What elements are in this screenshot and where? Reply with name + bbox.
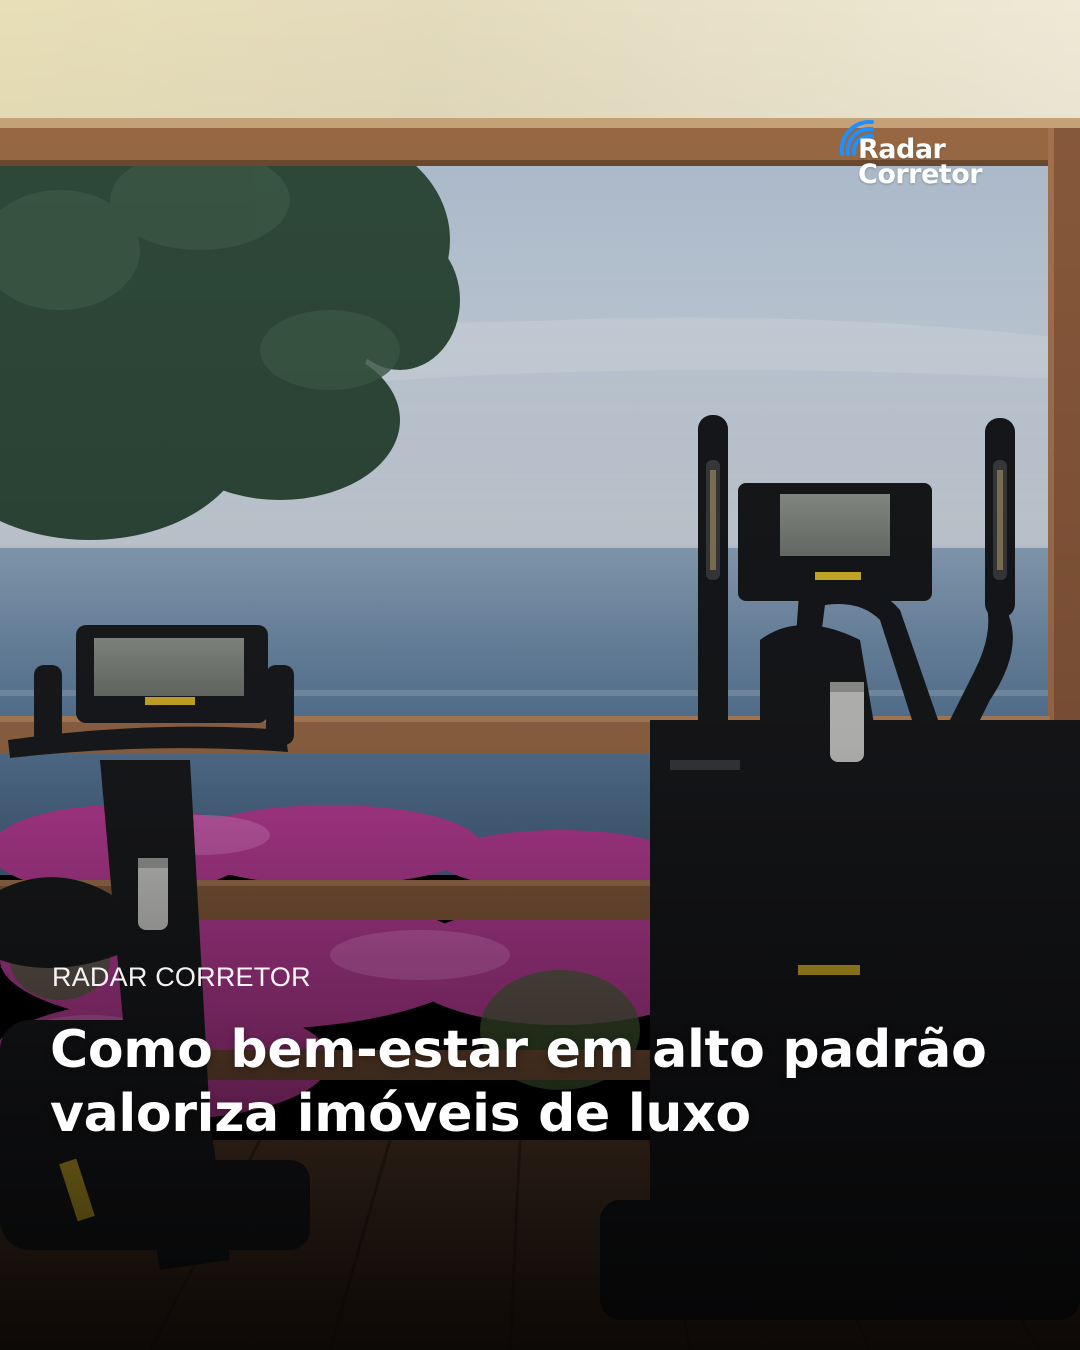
brand-name-line1: Radar [858, 134, 946, 165]
headline [50, 1018, 1040, 1146]
kicker-label: RADAR CORRETOR [52, 962, 311, 992]
brand-logo [832, 114, 1002, 194]
brand-name-line2: Corretor [858, 159, 983, 190]
headline-line1: Como bem-estar em alto padrão [50, 1020, 987, 1080]
headline-line2: valoriza imóveis de luxo [50, 1084, 751, 1144]
